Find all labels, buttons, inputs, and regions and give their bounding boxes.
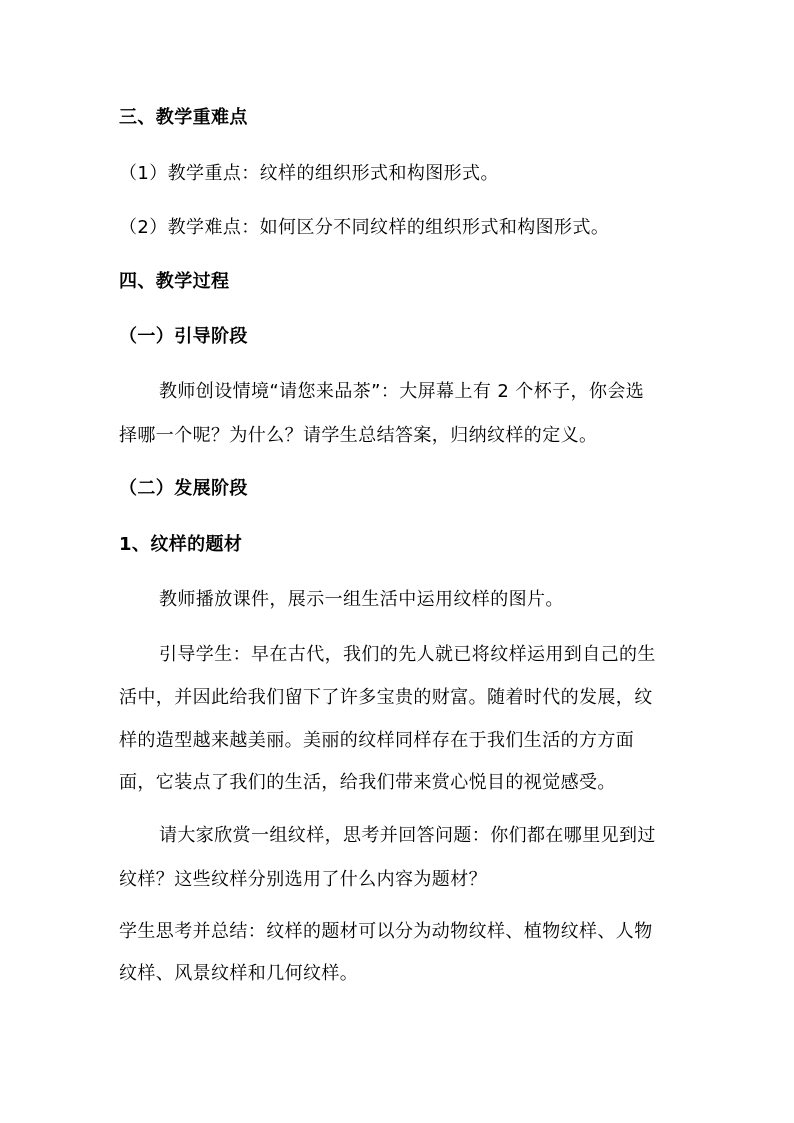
stage2-heading: （二）发展阶段	[119, 478, 248, 499]
student-summary-line1: 学生思考并总结：纹样的题材可以分为动物纹样、植物纹样、人物	[119, 921, 653, 942]
guide-paragraph-line2: 活中，并因此给我们留下了许多宝贵的财富。随着时代的发展，纹	[119, 687, 653, 708]
question-paragraph-line2: 纹样？这些纹样分别选用了什么内容为题材？	[119, 869, 487, 890]
section3-heading: 三、教学重难点	[119, 107, 248, 128]
teacher-paragraph: 教师播放课件，展示一组生活中运用纹样的图片。	[159, 589, 564, 610]
stage1-heading: （一）引导阶段	[119, 326, 248, 347]
section4-heading: 四、教学过程	[119, 271, 230, 292]
guide-paragraph-line1: 引导学生：早在古代，我们的先人就已将纹样运用到自己的生	[159, 644, 656, 665]
guide-paragraph-line3: 样的造型越来越美丽。美丽的纹样同样存在于我们生活的方方面	[119, 730, 635, 751]
subsection1-heading: 1、纹样的题材	[119, 534, 243, 555]
stage1-paragraph-line1: 教师创设情境“请您来品茶”：大屏幕上有 2 个杯子，你会选	[159, 381, 645, 402]
difficulty-text: （2）教学难点：如何区分不同纹样的组织形式和构图形式。	[119, 217, 610, 238]
key-point-text: （1）教学重点：纹样的组织形式和构图形式。	[119, 163, 499, 184]
question-paragraph-line1: 请大家欣赏一组纹样，思考并回答问题：你们都在哪里见到过	[159, 825, 656, 846]
stage1-paragraph-line2: 择哪一个呢？为什么？请学生总结答案，归纳纹样的定义。	[119, 425, 598, 446]
guide-paragraph-line4: 面，它装点了我们的生活，给我们带来赏心悦目的视觉感受。	[119, 772, 616, 793]
student-summary-line2: 纹样、风景纹样和几何纹样。	[119, 963, 359, 984]
